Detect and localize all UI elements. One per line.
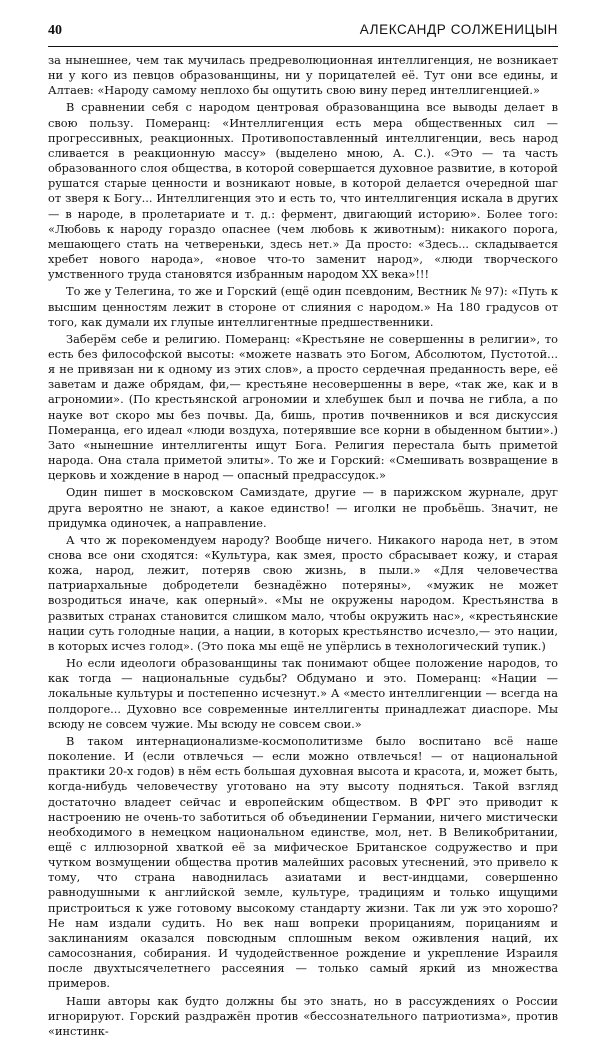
paragraph: То же у Телегина, то же и Горский (ещё один псевдоним, Вестник № 97): «Путь к высшим ценностям лежит в стороне от слияния с народом.» На 180 градусов от того, как думали их глупые интеллигентные предшественники. [48, 284, 558, 329]
page-header [48, 22, 558, 47]
paragraph: Но если идеологи образованщины так понимают общее положение народов, то как тогда — национальные судьбы? Обдумано и это. Померанц: «Нации — локальные культуры и постепенно исчезнут.» А «место интеллигенции — всегда на полдороге... Духовно все современные интеллигенты принадлежат диаспоре. Мы всюду не совсем чужие. Мы всюду не совсем свои.» [48, 656, 558, 731]
paragraph: Заберём себе и религию. Померанц: «Крестьяне не совершенны в религии», то есть без философской высоты: «можете назвать это Богом, Абсолютом, Пустотой... я не привязан ни к одному из этих слов», а просто сердечная преданность вере, её заветам и даже обрядам, фи,— крестьяне несовершенны в вере, «так же, как и в агрономии». (По крестьянской агрономии и хлебушек был и почва не гибла, а по науке вот скоро мы без почвы. Да, бишь, против почвенников и вся дискуссия Померанца, его идеал «люди воздуха, потерявшие все корни в обыденном бытии».) Зато «нынешние интеллигенты ищут Бога. Религия перестала быть приметой народа. Она стала приметой элиты». То же и Горский: «Смешивать возвращение в церковь и хождение в народ — опасный предрассудок.» [48, 331, 558, 483]
page-number: 40 [48, 23, 62, 38]
paragraph: за нынешнее, чем так мучилась предреволюционная интеллигенция, не возникает ни у кого из певцов образованщины, ни у порицателей её. Тут они все едины, и Алтаев: «Народу самому неплохо бы ощутить свою вину перед интеллигенцией.» [48, 53, 558, 98]
body-text [48, 53, 558, 1039]
running-head-author: АЛЕКСАНДР СОЛЖЕНИЦЫН [359, 22, 558, 37]
paragraph: В сравнении себя с народом центровая образованщина все выводы делает в свою пользу. Померанц: «Интеллигенция есть мера общественных сил — прогрессивных, реакционных. Противопоставленный интеллигенции, весь народ сливается в реакционную массу» (выделено мною, А. С.). «Это — та часть образованного слоя общества, в которой совершается духовное развитие, в которой рушатся старые ценности и возникают новые, в которой делается очередной шаг от зверя к Богу... Интеллигенция это и есть то, что интеллигенция искала в других — в народе, в пролетариате и т. д.: фермент, двигающий историю». Более того: «Любовь к народу гораздо опаснее (чем любовь к животным): никакого порога, мешающего стать на четвереньки, здесь нет.» Да просто: «Здесь... складывается хребет нового народа», «новое что-то заменит народ», «люди творческого умственного труда становятся избранным народом XX века»!!! [48, 100, 558, 282]
paragraph: Наши авторы как будто должны бы это знать, но в рассуждениях о России игнорируют. Горский раздражён против «бессознательного патриотизма», против «инстинк- [48, 993, 558, 1038]
paragraph: Один пишет в московском Самиздате, другие — в парижском журнале, друг друга вероятно не знают, а какое единство! — иголки не пробьёшь. Значит, не придумка одиночек, а направление. [48, 485, 558, 530]
paragraph: А что ж порекомендуем народу? Вообще ничего. Никакого народа нет, в этом снова все они сходятся: «Культура, как змея, просто сбрасывает кожу, и старая кожа, народ, лежит, потеряв свою жизнь, в пыли.» «Для человечества патриархальные добродетели безнадёжно потеряны», «мужик не может возродиться иначе, как оперный». «Мы не окружены народом. Крестьянства в развитых странах становится слишком мало, чтобы окружить нас», «крестьянские нации суть голодные нации, а нации, в которых крестьянство исчезло,— это нации, в которых исчез голод». (Это пока мы ещё не упёрлись в технологический тупик.) [48, 532, 558, 653]
paragraph: В таком интернационализме-космополитизме было воспитано всё наше поколение. И (если отвлечься — если можно отвлечься! — от национальной практики 20-х годов) в нём есть большая духовная высота и красота, и, может быть, когда-нибудь человечеству уготовано на эту высоту подняться. Такой взгляд достаточно владеет сейчас и европейским обществом. В ФРГ это приводит к настроению не очень-то заботиться об объединении Германии, ничего мистически необходимого в немецком национальном единстве, мол, нет. В Великобритании, ещё с иллюзорной хваткой её за мифическое Британское содружество и при чутком возмущении общества против малейших расовых утеснений, это привело к тому, что страна наводнилась азиатами и вест-индцами, совершенно равнодушными к английской земле, культуре, традициям и только ищущими пристроиться к уже готовому высокому стандарту жизни. Так ли уж это хорошо? Не нам издали судить. Но век наш вопреки прорицаниям, порицаниям и заклинаниям оказался повсюдным сплошным веком оживления наций, их самосознания, собирания. И чудодейственное рождение и укрепление Израиля после двухтысячелетнего рассеяния — только самый яркий из множества примеров. [48, 733, 558, 991]
